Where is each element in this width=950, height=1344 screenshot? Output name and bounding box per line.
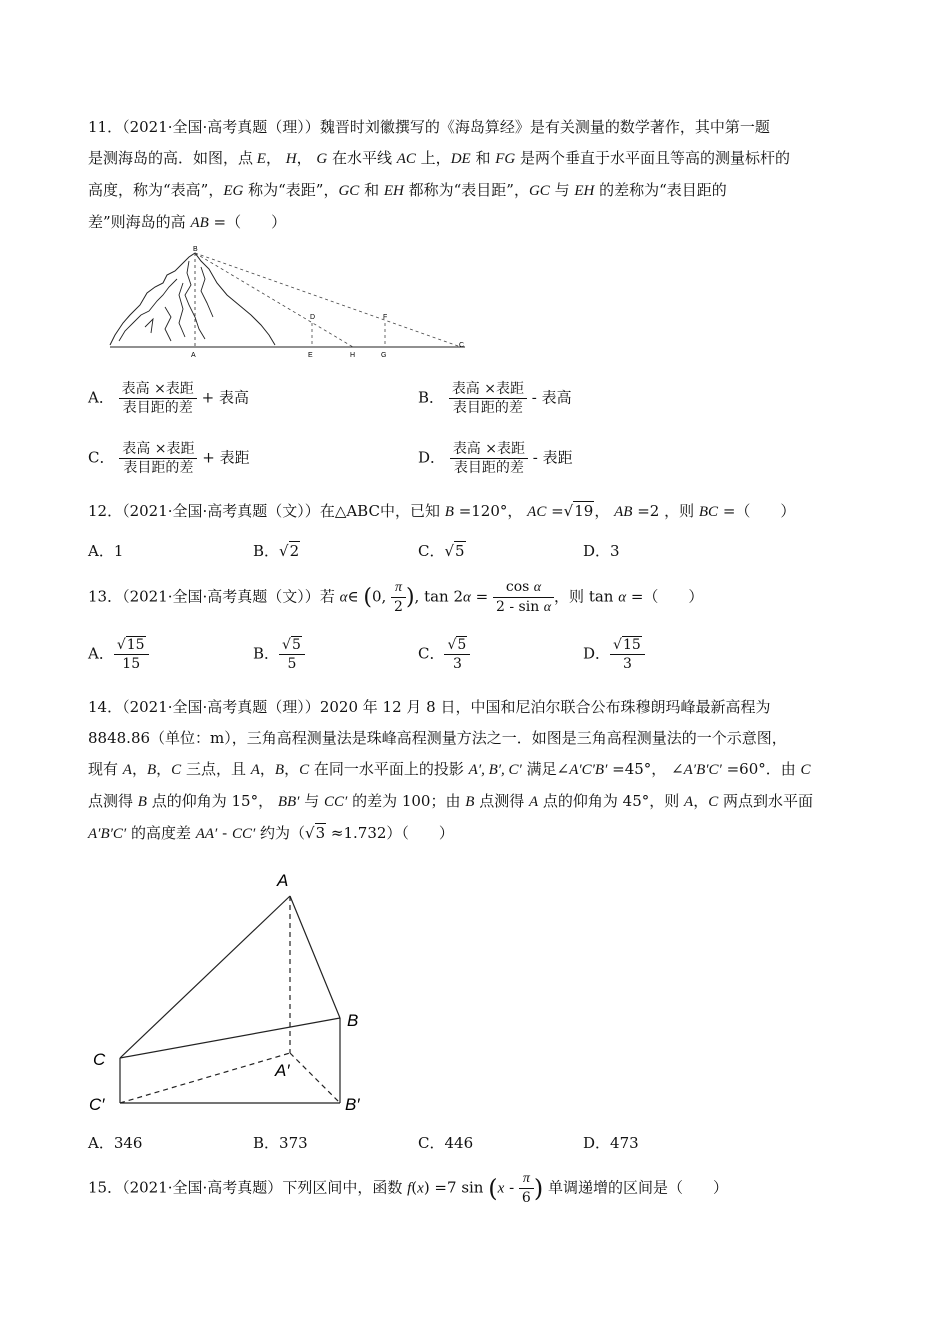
q14-text: 14．（2021·全国·高考真题（理））2020 年 12 月 8 日，中国和尼泊尔联合公布珠穆朗玛峰最新高程为 8848.86（单位：m），三角高程测量法是珠峰高程测量方法之一．如图是三角高程测量法的一个示意图， 现有 A，B，C 三点，且 A，B，C 在同一水平面上的投影 A′, B′, C′ 满足∠A′C′B′ =45°， ∠A′B′C′ =60°．由 C 点测得 B 点的仰角为 15°， BB′ 与 CC′ 的差为 100；由 B 点测得 A 点的仰角为 45°，则 A，C 两点到水平面 A′B′C′ 的高度差 AA′ - CC′ 约为（√3 ≈1.732）（ ） (88, 698, 814, 842)
fig-label-C-prime: C′ (89, 1095, 105, 1114)
q11-option-b[interactable]: B． $\frac{\text{表高 ×表距}}{\text{表目距的差}}$ - 表高 (418, 381, 572, 416)
fig-label-A: A (277, 871, 289, 890)
fig-label-B: B (193, 246, 198, 253)
q12-option-b[interactable]: B．√2 (253, 542, 300, 560)
q11-number: 11． (88, 118, 123, 136)
q11-line2: 是测海岛的高．如图，点 (88, 149, 254, 167)
q11-line1: 魏晋时刘徽撰写的《海岛算经》是有关测量的数学著作，其中第一题 (319, 118, 770, 136)
fig-label-B: B (347, 1011, 359, 1030)
q12-option-c[interactable]: C．√5 (418, 542, 465, 560)
q15-text: 15．（2021·全国·高考真题）下列区间中，函数 f(x) =7 sin (x - $\frac{\pi}{6}$ ) 单调递增的区间是（ ） (88, 1171, 728, 1206)
q11-text: 11．（2021·全国·高考真题（理））魏晋时刘徽撰写的《海岛算经》是有关测量的数学著作，其中第一题 是测海岛的高．如图，点 E， H， G 在水平线 AC 上，DE 和 FG 是两个垂直于水平面且等高的测量标杆的 高度，称为“表高”，EG 称为“表距”，GC 和 EH 都称为“表目距”，GC 与 EH 的差称为“表目距的 差”则海岛的高 AB =（ ） (88, 118, 791, 231)
q13-option-b[interactable]: B． $\frac{√5}{5}$ (253, 636, 305, 673)
q13-option-c[interactable]: C． $\frac{√5}{3}$ (418, 636, 470, 673)
q11-option-c[interactable]: C． $\frac{\text{表高 ×表距}}{\text{表目距的差}}$ + 表距 (88, 441, 250, 476)
q11-island-figure (105, 243, 475, 358)
fig-label-D: D (310, 314, 316, 321)
fig-label-F: F (383, 314, 388, 321)
fig-label-B-prime: B′ (345, 1095, 360, 1114)
q14-option-a[interactable]: A．346 (88, 1134, 143, 1152)
q14-option-d[interactable]: D．473 (583, 1134, 639, 1152)
fig-label-A: A (191, 352, 196, 358)
fig-label-E: E (308, 352, 313, 358)
fig-label-H: H (350, 352, 356, 358)
q14-option-b[interactable]: B．373 (253, 1134, 308, 1152)
q13-option-a[interactable]: A． $\frac{√15}{15}$ (88, 636, 149, 673)
fig-label-C: C (93, 1050, 106, 1069)
q12-option-d[interactable]: D．3 (583, 542, 620, 560)
q12-option-a[interactable]: A．1 (88, 542, 124, 560)
q13-text: 13．（2021·全国·高考真题（文））若 α∈ (0, $\frac{\pi}{2}$ ), tan 2α = $\frac{\text{cos α}}{\text{2 - sin α}}$ ，则 tan α =（ ） (88, 579, 704, 615)
q11-option-d[interactable]: D． $\frac{\text{表高 ×表距}}{\text{表目距的差}}$ - 表距 (418, 441, 573, 476)
q11-source: （2021·全国·高考真题（理）） (122, 118, 320, 136)
q11-line4: 差”则海岛的高 (88, 213, 186, 231)
q12-text: 12．（2021·全国·高考真题（文））在△ABC中，已知 B =120°， AC =√19， AB =2 ，则 BC =（ ） (88, 502, 796, 520)
q11-line3: 高度，称为“表高”， (88, 181, 224, 199)
q14-option-c[interactable]: C．446 (418, 1134, 474, 1152)
fig-label-C: C (459, 342, 465, 349)
q13-option-d[interactable]: D． $\frac{√15}{3}$ (583, 636, 645, 673)
fig-label-G: G (381, 352, 387, 358)
q11-option-a[interactable]: A． $\frac{\text{表高 ×表距}}{\text{表目距的差}}$ + 表高 (88, 381, 249, 416)
fig-label-A-prime: A′ (275, 1061, 290, 1080)
q14-prism-figure (85, 868, 385, 1118)
